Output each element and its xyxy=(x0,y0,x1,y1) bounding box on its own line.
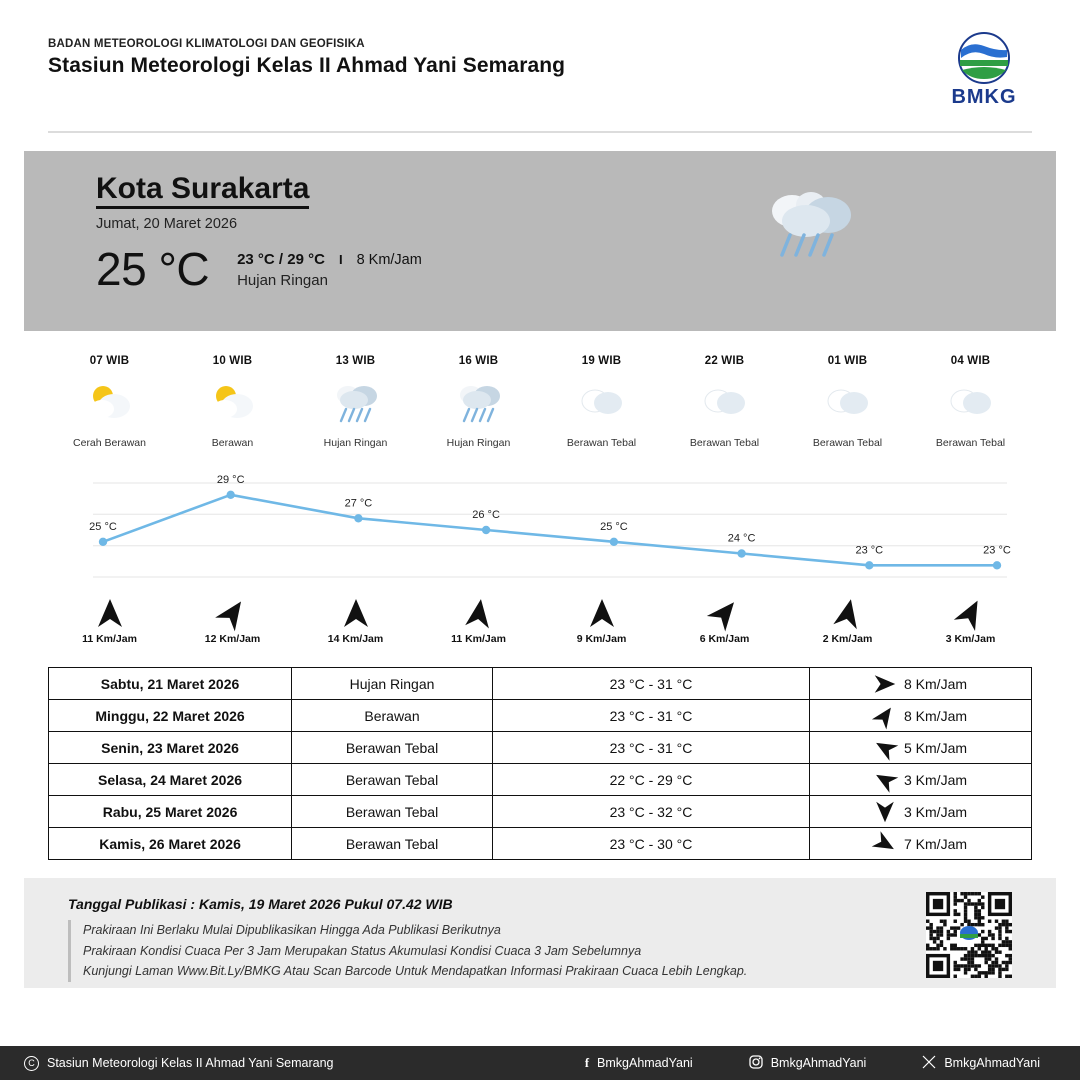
hourly-item xyxy=(171,355,294,449)
hourly-condition: Berawan Tebal xyxy=(689,437,760,449)
table-row xyxy=(49,764,1032,796)
forecast-wind xyxy=(810,700,1032,732)
wind-item xyxy=(48,595,171,645)
station-name: Stasiun Meteorologi Kelas II Ahmad Yani Semarang xyxy=(48,54,566,77)
hourly-time: 07 WIB xyxy=(89,355,130,367)
svg-text:26 °C: 26 °C xyxy=(472,509,500,521)
hourly-time: 16 WIB xyxy=(458,355,499,367)
forecast-wind-speed: 3 Km/Jam xyxy=(904,803,968,820)
forecast-wind-speed: 8 Km/Jam xyxy=(904,675,968,692)
sun-cloud-icon xyxy=(171,379,294,427)
agency-name: BADAN METEOROLOGI KLIMATOLOGI DAN GEOFISIKA xyxy=(48,38,365,50)
wind-direction-icon xyxy=(909,595,1032,631)
page-title: Kota Surakarta xyxy=(96,173,309,209)
table-row xyxy=(49,828,1032,860)
qr-code[interactable] xyxy=(926,892,1012,978)
hero-min-max: 23 °C / 29 °C xyxy=(237,251,325,269)
wind-direction-icon xyxy=(874,800,896,824)
wind-direction-icon xyxy=(873,673,897,695)
wind-speed: 11 Km/Jam xyxy=(82,633,137,645)
wind-speed: 12 Km/Jam xyxy=(204,633,261,645)
hero-wind-speed: 8 Km/Jam xyxy=(356,251,422,268)
forecast-wind-speed: 7 Km/Jam xyxy=(904,835,968,852)
hourly-time: 10 WIB xyxy=(212,355,253,367)
cloud-icon xyxy=(909,379,1032,427)
hourly-time: 01 WIB xyxy=(827,355,868,367)
rain-cloud-icon xyxy=(417,379,540,427)
wind-direction-icon xyxy=(294,595,417,631)
forecast-condition: Berawan Tebal xyxy=(292,796,493,828)
forecast-wind xyxy=(810,764,1032,796)
hero-panel xyxy=(24,151,1056,331)
hero-temperature: 25 °C xyxy=(96,243,210,296)
forecast-day: Minggu, 22 Maret 2026 xyxy=(49,700,292,732)
hourly-condition: Berawan Tebal xyxy=(812,437,883,449)
rain-cloud-icon xyxy=(294,379,417,427)
facebook-icon: f xyxy=(584,1055,590,1070)
page-header xyxy=(0,0,1080,121)
forecast-wind xyxy=(810,732,1032,764)
wind-speed: 14 Km/Jam xyxy=(327,633,384,645)
x-twitter-icon xyxy=(922,1055,936,1072)
wind-item xyxy=(540,595,663,645)
svg-text:24 °C: 24 °C xyxy=(727,532,756,545)
instagram-handle: BmkgAhmadYani xyxy=(770,1056,867,1070)
bmkg-logo xyxy=(936,32,1032,109)
forecast-temp: 22 °C - 29 °C xyxy=(492,764,809,796)
forecast-day: Rabu, 25 Maret 2026 xyxy=(49,796,292,828)
header-divider xyxy=(48,131,1032,133)
hourly-time: 13 WIB xyxy=(335,355,376,367)
hourly-item xyxy=(663,355,786,449)
hourly-condition: Berawan xyxy=(211,437,254,449)
wind-item xyxy=(171,595,294,645)
wind-item xyxy=(417,595,540,645)
hourly-condition: Berawan Tebal xyxy=(935,437,1006,449)
wind-direction-icon xyxy=(663,595,786,631)
forecast-day: Kamis, 26 Maret 2026 xyxy=(49,828,292,860)
hourly-item xyxy=(909,355,1032,449)
svg-text:25 °C: 25 °C xyxy=(600,520,628,533)
forecast-wind-speed: 3 Km/Jam xyxy=(904,771,968,788)
wind-direction-icon xyxy=(869,732,901,763)
wind-direction-icon xyxy=(417,595,540,631)
wind-speed: 6 Km/Jam xyxy=(699,633,750,645)
svg-text:23 °C: 23 °C xyxy=(983,544,1011,557)
hourly-condition: Hujan Ringan xyxy=(446,437,511,449)
hourly-condition: Cerah Berawan xyxy=(73,437,146,449)
twitter-link[interactable] xyxy=(922,1055,1040,1072)
table-row xyxy=(49,668,1032,700)
header-titles xyxy=(48,38,565,78)
svg-text:23 °C: 23 °C xyxy=(855,544,884,557)
hourly-condition: Hujan Ringan xyxy=(323,437,388,449)
wind-direction-icon xyxy=(869,764,901,795)
temperature-chart xyxy=(48,465,1032,595)
forecast-temp: 23 °C - 31 °C xyxy=(492,732,809,764)
wind-speed: 11 Km/Jam xyxy=(451,633,506,645)
wind-row xyxy=(48,595,1032,645)
twitter-handle: BmkgAhmadYani xyxy=(944,1056,1040,1070)
note-line-2: Prakiraan Kondisi Cuaca Per 3 Jam Merupakan Status Akumulasi Kondisi Cuaca 3 Jam Sebelumnya xyxy=(83,943,642,958)
cloud-icon xyxy=(786,379,909,427)
forecast-wind-speed: 5 Km/Jam xyxy=(904,739,968,756)
wind-direction-icon xyxy=(540,595,663,631)
forecast-condition: Berawan Tebal xyxy=(292,828,493,860)
publication-note xyxy=(24,878,1056,988)
wind-direction-icon xyxy=(869,828,901,859)
hourly-item xyxy=(540,355,663,449)
wind-item xyxy=(909,595,1032,645)
wind-item xyxy=(294,595,417,645)
facebook-link[interactable] xyxy=(585,1055,693,1072)
svg-text:29 °C: 29 °C xyxy=(216,473,245,486)
publish-value: Kamis, 19 Maret 2026 Pukul 07.42 WIB xyxy=(198,896,453,912)
forecast-wind xyxy=(810,668,1032,700)
hero-condition: Hujan Ringan xyxy=(237,272,328,290)
wind-speed: 2 Km/Jam xyxy=(822,633,873,645)
hourly-condition: Berawan Tebal xyxy=(566,437,637,449)
forecast-temp: 23 °C - 30 °C xyxy=(492,828,809,860)
hourly-time: 19 WIB xyxy=(581,355,622,367)
forecast-condition: Berawan Tebal xyxy=(292,732,493,764)
forecast-condition: Berawan xyxy=(292,700,493,732)
wind-speed: 9 Km/Jam xyxy=(576,633,627,645)
wind-item xyxy=(663,595,786,645)
forecast-condition: Berawan Tebal xyxy=(292,764,493,796)
rain-cloud-icon xyxy=(756,185,866,275)
hourly-item xyxy=(786,355,909,449)
svg-text:27 °C: 27 °C xyxy=(344,497,373,510)
forecast-wind xyxy=(810,796,1032,828)
footer-copyright: Stasiun Meteorologi Kelas II Ahmad Yani Semarang xyxy=(47,1056,334,1070)
hero-date: Jumat, 20 Maret 2026 xyxy=(96,216,238,233)
forecast-wind xyxy=(810,828,1032,860)
hourly-time: 22 WIB xyxy=(704,355,745,367)
facebook-handle: BmkgAhmadYani xyxy=(597,1056,693,1070)
hourly-item xyxy=(294,355,417,449)
forecast-temp: 23 °C - 31 °C xyxy=(492,700,809,732)
wind-direction-icon xyxy=(48,595,171,631)
hourly-item xyxy=(48,355,171,449)
cloud-icon xyxy=(663,379,786,427)
forecast-temp: 23 °C - 31 °C xyxy=(492,668,809,700)
table-row xyxy=(49,732,1032,764)
wind-item xyxy=(786,595,909,645)
note-line-3: Kunjungi Laman Www.Bit.Ly/BMKG Atau Scan Barcode Untuk Mendapatkan Informasi Prakiraan Cuaca Lebih Lengkap. xyxy=(83,964,748,979)
hourly-time: 04 WIB xyxy=(950,355,991,367)
forecast-day: Selasa, 24 Maret 2026 xyxy=(49,764,292,796)
forecast-condition: Hujan Ringan xyxy=(292,668,493,700)
forecast-day: Sabtu, 21 Maret 2026 xyxy=(49,668,292,700)
forecast-table xyxy=(48,667,1032,860)
wind-direction-icon xyxy=(171,595,294,631)
copyright-icon: C xyxy=(24,1056,39,1071)
wind-direction-icon xyxy=(786,595,909,631)
hourly-strip xyxy=(48,355,1032,449)
forecast-day: Senin, 23 Maret 2026 xyxy=(49,732,292,764)
forecast-temp: 23 °C - 32 °C xyxy=(492,796,809,828)
cloud-icon xyxy=(540,379,663,427)
hero-separator: I xyxy=(338,252,343,268)
bmkg-logo-text: BMKG xyxy=(951,86,1017,108)
instagram-icon xyxy=(749,1055,763,1072)
wind-speed: 3 Km/Jam xyxy=(945,633,996,645)
table-row xyxy=(49,700,1032,732)
bmkg-logo-icon xyxy=(950,32,1018,84)
sun-cloud-icon xyxy=(48,379,171,427)
table-row xyxy=(49,796,1032,828)
wind-direction-icon xyxy=(869,699,901,731)
svg-text:25 °C: 25 °C xyxy=(89,520,117,533)
hourly-item xyxy=(417,355,540,449)
note-line-1: Prakiraan Ini Berlaku Mulai Dipublikasikan Hingga Ada Publikasi Berikutnya xyxy=(83,923,501,937)
footer-bar xyxy=(0,1046,1080,1080)
instagram-link[interactable] xyxy=(749,1055,867,1072)
forecast-wind-speed: 8 Km/Jam xyxy=(904,707,968,724)
publish-label: Tanggal Publikasi : xyxy=(68,896,196,912)
